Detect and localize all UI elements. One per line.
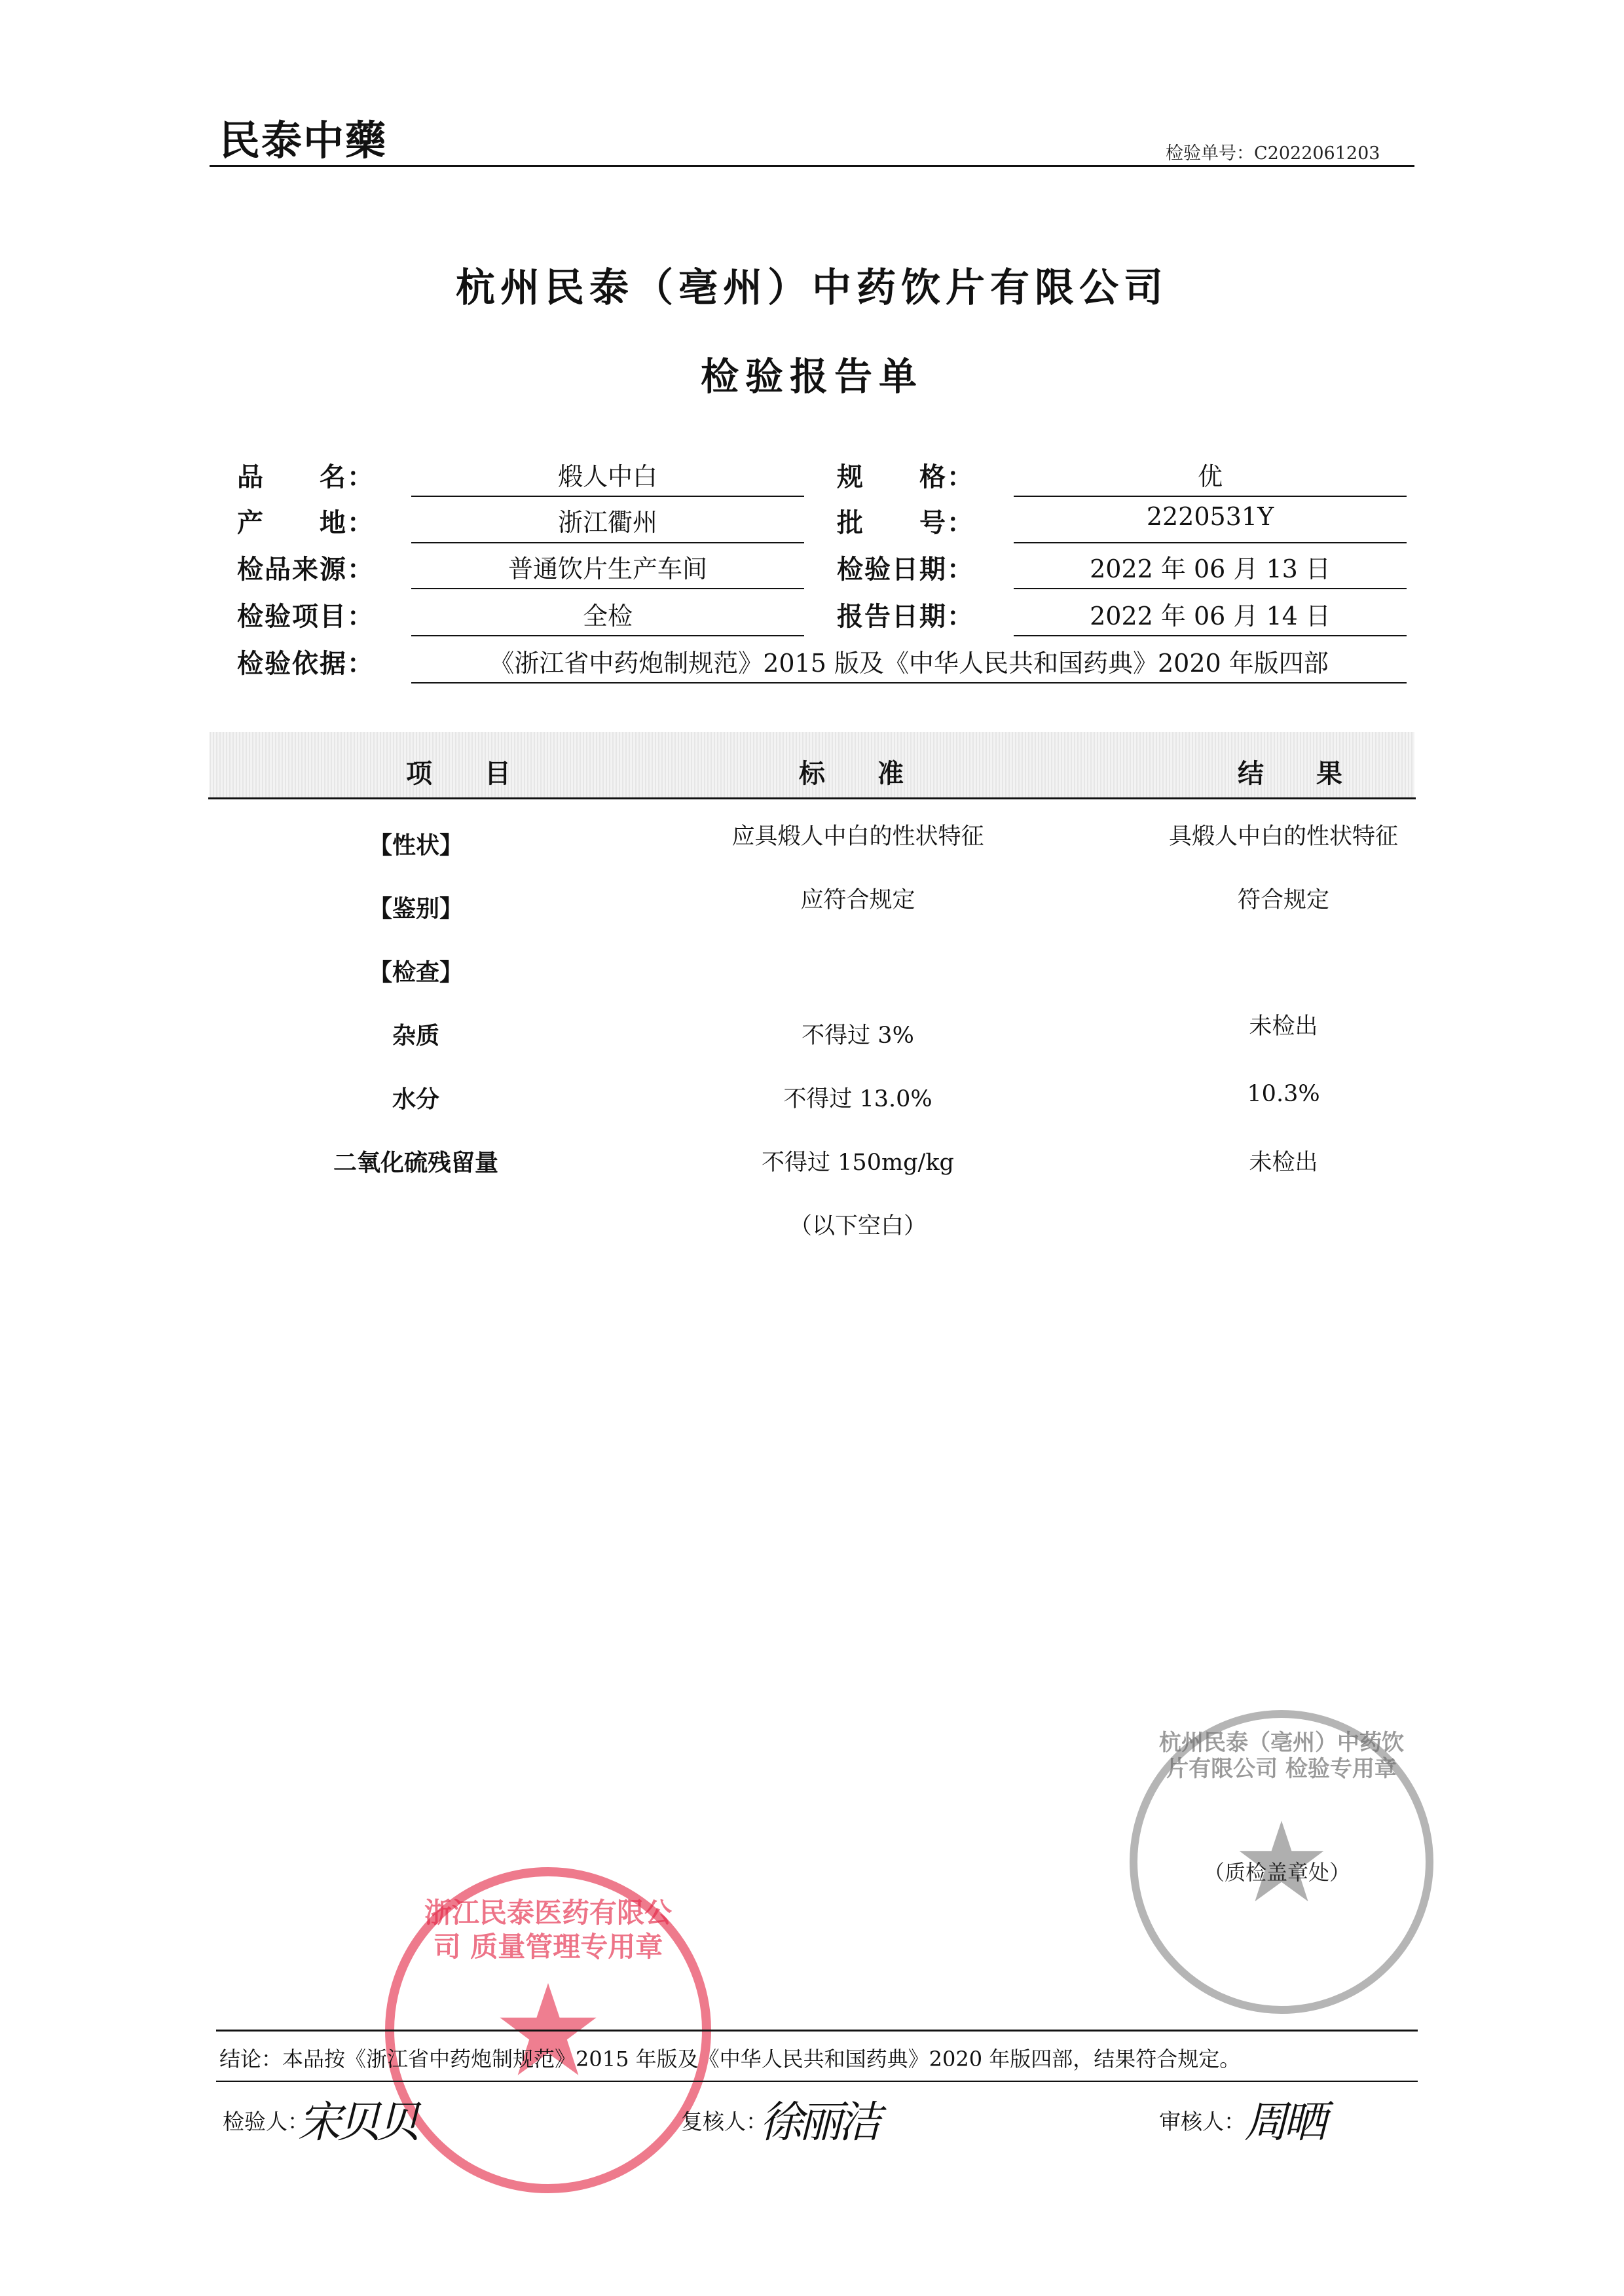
header-standard: 标 准: [799, 758, 904, 789]
origin-underline: [411, 542, 804, 543]
inspector-signature: 宋贝贝: [298, 2097, 416, 2147]
report-date-label: 报告日期：: [837, 601, 974, 632]
origin-label: 产 地：: [237, 507, 375, 538]
conclusion-text: 结论：本品按《浙江省中药炮制规范》2015 年版及《中华人民共和国药典》2020 年版四部，结果符合规定。: [219, 2047, 1241, 2071]
row-standard: 应具煅人中白的性状特征: [731, 824, 984, 850]
row-result: 未检出: [1249, 1150, 1318, 1176]
row-item: 杂质: [392, 1022, 439, 1049]
row-result: 符合规定: [1237, 887, 1329, 913]
basis-label: 检验依据：: [237, 648, 375, 679]
row-item: 【鉴别】: [368, 895, 463, 922]
grey-seal-text: 杭州民泰（亳州）中药饮片有限公司 检验专用章: [1159, 1730, 1404, 1782]
name-value: 煅人中白: [557, 462, 657, 491]
approver-signature: 周晒: [1244, 2097, 1323, 2147]
red-seal-text: 浙江民泰医药有限公司 质量管理专用章: [424, 1897, 672, 1963]
inspect-date-value: 2022 年 06 月 13 日: [1090, 555, 1331, 583]
row-standard: 不得过 150mg/kg: [762, 1150, 954, 1176]
inspector-label: 检验人：: [223, 2109, 309, 2134]
row-item: 【检查】: [368, 958, 463, 986]
row-standard: 不得过 3%: [802, 1023, 914, 1049]
row-standard: 应符合规定: [800, 887, 915, 913]
reviewer-label: 复核人：: [681, 2109, 767, 2134]
batch-value: 2220531Y: [1146, 502, 1274, 531]
basis-value: 《浙江省中药炮制规范》2015 版及《中华人民共和国药典》2020 年版四部: [489, 649, 1329, 678]
name-underline: [411, 496, 804, 497]
name-label: 品 名：: [237, 462, 375, 492]
batch-label: 批 号：: [837, 507, 974, 538]
spec-label: 规 格：: [837, 462, 974, 492]
spec-value: 优: [1197, 462, 1223, 491]
reviewer-signature: 徐丽洁: [760, 2097, 877, 2147]
row-result: 10.3%: [1247, 1081, 1320, 1107]
row-item: 二氧化硫残留量: [333, 1149, 498, 1176]
row-result: 未检出: [1249, 1013, 1318, 1040]
header-item: 项 目: [406, 758, 511, 789]
approver-label: 审核人：: [1159, 2109, 1246, 2134]
inspect-date-label: 检验日期：: [837, 554, 974, 585]
row-item: 水分: [392, 1085, 439, 1113]
batch-underline: [1014, 542, 1407, 543]
source-label: 检品来源：: [237, 554, 375, 585]
origin-value: 浙江衢州: [557, 508, 657, 537]
company-logo: 民泰中藥: [219, 117, 388, 164]
report-date-underline: [1014, 635, 1407, 636]
conclusion-bottom-rule: [216, 2081, 1418, 2082]
report-number: 检验单号：C2022061203: [1166, 143, 1380, 164]
row-result: 具煅人中白的性状特征: [1168, 824, 1398, 850]
inspect-date-underline: [1014, 588, 1407, 589]
items-value: 全检: [582, 602, 633, 630]
document-title: 检验报告单: [700, 354, 923, 399]
source-underline: [411, 588, 804, 589]
source-value: 普通饮片生产车间: [507, 555, 707, 583]
report-date-value: 2022 年 06 月 14 日: [1090, 602, 1331, 630]
header-result: 结 果: [1238, 758, 1342, 789]
row-item: 【性状】: [368, 831, 463, 859]
table-header-rule: [208, 797, 1416, 799]
spec-underline: [1014, 496, 1407, 497]
row-standard: 不得过 13.0%: [783, 1086, 932, 1112]
stamp-area-note: （质检盖章处）: [1203, 1860, 1350, 1885]
conclusion-top-rule: [216, 2030, 1418, 2032]
company-name: 杭州民泰（亳州）中药饮片有限公司: [456, 265, 1168, 311]
header-rule: [210, 165, 1414, 167]
basis-underline: [411, 682, 1407, 683]
blank-note: （以下空白）: [788, 1213, 927, 1239]
items-underline: [411, 635, 804, 636]
items-label: 检验项目：: [237, 601, 375, 632]
